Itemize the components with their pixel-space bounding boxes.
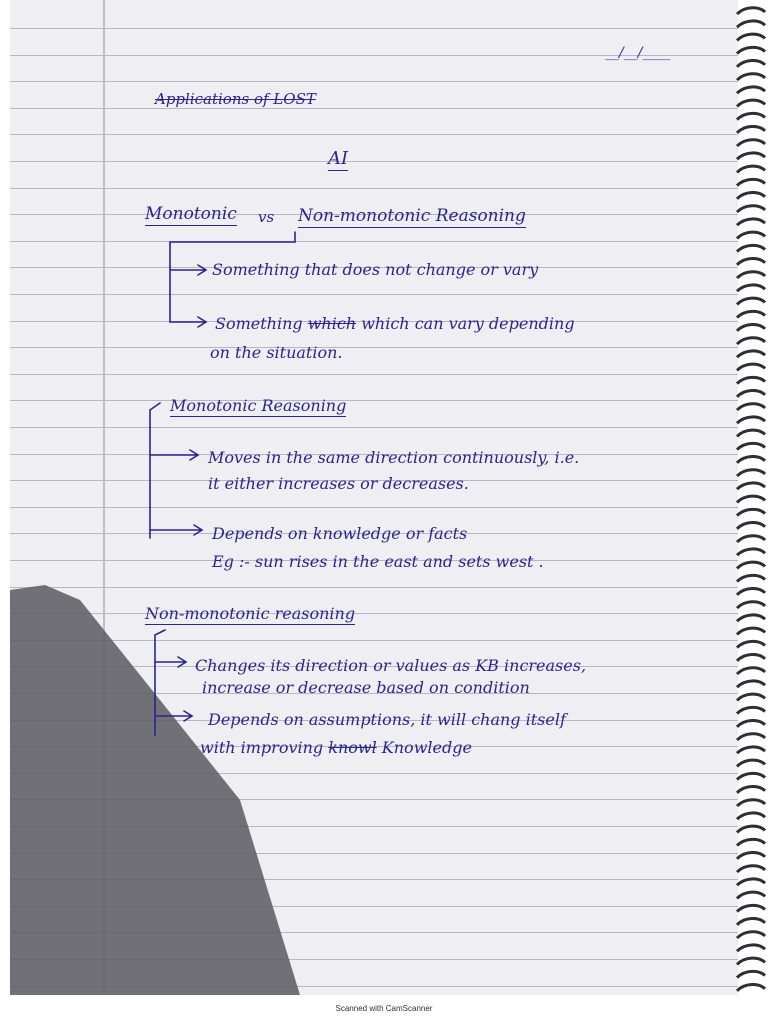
spiral-coil [737, 813, 765, 819]
spiral-coil [737, 905, 765, 911]
spiral-coil [737, 100, 765, 106]
spiral-coil [737, 932, 765, 938]
spiral-coil [737, 457, 765, 463]
spiral-coil [737, 325, 765, 331]
spiral-coil [737, 338, 765, 344]
spiral-coil [737, 430, 765, 436]
spiral-coil [737, 945, 765, 951]
spiral-coil [737, 153, 765, 159]
line-rest: Knowledge [381, 738, 472, 757]
spiral-coil [737, 787, 765, 793]
spiral-coil [737, 668, 765, 674]
title-non-monotonic: Non-monotonic Reasoning [298, 206, 526, 226]
line-lead: with improving [200, 738, 324, 757]
date-field: __/__/____ [605, 45, 671, 61]
spiral-coil [737, 496, 765, 502]
spiral-coil [737, 47, 765, 53]
spiral-coil [737, 113, 765, 119]
spiral-coil [737, 628, 765, 634]
spiral-coil [737, 655, 765, 661]
monotonic-point-1-cont: it either increases or decreases. [208, 474, 469, 493]
monotonic-point-2: Depends on knowledge or facts [212, 524, 468, 543]
title-vs: vs [258, 208, 275, 226]
spiral-coil [737, 61, 765, 67]
spiral-coil [737, 853, 765, 859]
spiral-coil [737, 879, 765, 885]
struck-word: knowl [328, 738, 377, 757]
spiral-binding [735, 0, 768, 995]
title-monotonic: Monotonic [145, 204, 237, 224]
spiral-coil [737, 721, 765, 727]
spiral-coil [737, 470, 765, 476]
spiral-coil [737, 483, 765, 489]
spiral-coil [737, 549, 765, 555]
spiral-coil [737, 232, 765, 238]
spiral-coil [737, 87, 765, 93]
spiral-coil [737, 443, 765, 449]
spiral-coil [737, 404, 765, 410]
spiral-coil [737, 826, 765, 832]
bracket-arrows [10, 0, 738, 995]
spiral-coil [737, 523, 765, 529]
spiral-coil [737, 575, 765, 581]
spiral-coil [737, 615, 765, 621]
spiral-coil [737, 259, 765, 265]
spiral-coil [737, 298, 765, 304]
spiral-coil [737, 589, 765, 595]
spiral-coil [737, 707, 765, 713]
spiral-coil [737, 140, 765, 146]
spiral-coil [737, 127, 765, 133]
spiral-coil [737, 166, 765, 172]
spiral-coil [737, 391, 765, 397]
spiral-coil [737, 8, 765, 14]
spiral-coil [737, 74, 765, 80]
struck-word: which [307, 314, 357, 333]
note-situation: on the situation. [210, 343, 343, 362]
spiral-coil [737, 285, 765, 291]
spiral-coil [737, 179, 765, 185]
spiral-coil [737, 34, 765, 40]
scanner-watermark: Scanned with CamScanner [335, 1004, 433, 1013]
spiral-coil [737, 206, 765, 212]
spiral-coil [737, 958, 765, 964]
non-monotonic-point-1-cont: increase or decrease based on condition [202, 678, 530, 697]
spiral-coil [737, 351, 765, 357]
subject-title: AI [328, 148, 349, 169]
note-rest: which can vary depending [361, 314, 575, 333]
spiral-coil [737, 602, 765, 608]
non-monotonic-point-1: Changes its direction or values as KB increases, [195, 656, 587, 675]
spiral-coil [737, 839, 765, 845]
spiral-coil [737, 892, 765, 898]
spiral-coil [737, 800, 765, 806]
spiral-coil [737, 985, 765, 991]
notebook-page [10, 0, 738, 995]
note-lead: Something [215, 314, 303, 333]
spiral-coil [737, 245, 765, 251]
spiral-coil [737, 866, 765, 872]
non-monotonic-heading: Non-monotonic reasoning [145, 604, 356, 623]
spiral-coil [737, 536, 765, 542]
spiral-coil [737, 919, 765, 925]
spiral-coil [737, 417, 765, 423]
monotonic-example: Eg :- sun rises in the east and sets west . [212, 552, 544, 571]
spiral-coil [737, 377, 765, 383]
spiral-coil [737, 681, 765, 687]
spiral-coil [737, 364, 765, 370]
spiral-coil [737, 21, 765, 27]
spiral-coil [737, 509, 765, 515]
spiral-coil [737, 747, 765, 753]
note-monotonic-definition: Something that does not change or vary [212, 260, 539, 279]
spiral-coil [737, 773, 765, 779]
spiral-coil [737, 219, 765, 225]
spiral-coil [737, 562, 765, 568]
monotonic-point-1: Moves in the same direction continuously, i.e. [208, 448, 580, 467]
spiral-coil [737, 971, 765, 977]
monotonic-heading: Monotonic Reasoning [170, 396, 347, 415]
spiral-coil [737, 641, 765, 647]
spiral-coil [737, 272, 765, 278]
scribbled-heading: Applications of LOST [155, 90, 316, 108]
non-monotonic-point-2: Depends on assumptions, it will chang itself [208, 710, 566, 729]
spiral-coil [737, 734, 765, 740]
spiral-coil [737, 760, 765, 766]
spiral-coil [737, 193, 765, 199]
spiral-coil [737, 311, 765, 317]
spiral-coil [737, 694, 765, 700]
